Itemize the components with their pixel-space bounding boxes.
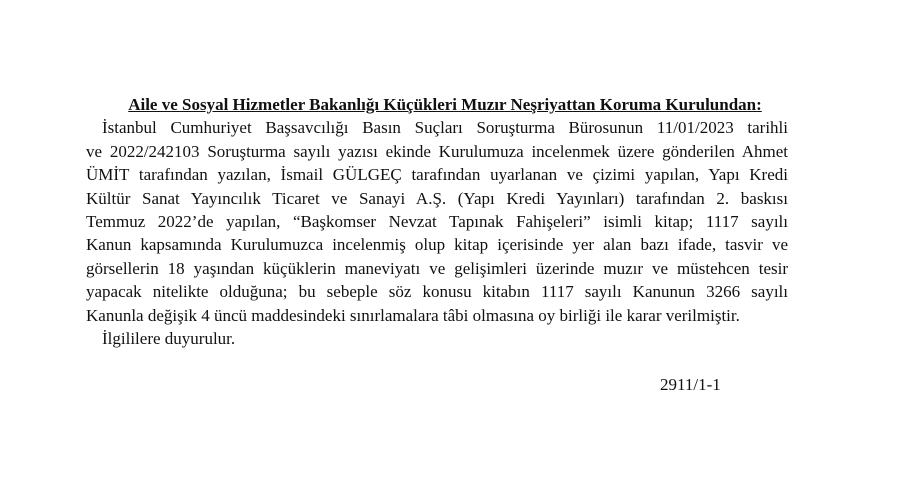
paragraph-line-1: İstanbul Cumhuriyet Başsavcılığı Basın Suçları Soruşturma Bürosunun 11/01/2023 tarihli — [102, 118, 788, 138]
paragraph-line-4: Kültür Sanat Yayıncılık Ticaret ve Sanayi A.Ş. (Yapı Kredi Yayınları) tarafından 2. baskısı — [86, 188, 788, 208]
paragraph-line-6: Kanun kapsamında Kurulumuzca incelenmiş olup kitap içerisinde yer alan bazı ifade, tasvir ve — [86, 235, 788, 255]
document-body — [86, 93, 788, 350]
paragraph-line-9: Kanunla değişik 4 üncü maddesindeki sınırlamalara tâbi olmasına oy birliği ile karar verilmiştir. — [86, 305, 740, 325]
paragraph-line-2: ve 2022/242103 Soruşturma sayılı yazısı ekinde Kurulumuza incelenmek üzere gönderilen Ahmet — [86, 141, 788, 161]
announcement-text: İlgililere duyurulur. — [102, 329, 236, 349]
paragraph-line-7: görsellerin 18 yaşından küçüklerin maneviyatı ve gelişimleri üzerinde muzır ve müstehcen tesir — [86, 258, 788, 278]
paragraph-line-8: yapacak nitelikte olduğuna; bu sebeple söz konusu kitabın 1117 sayılı Kanunun 3266 sayılı — [86, 282, 788, 302]
paragraph-line-3: ÜMİT tarafından yazılan, İsmail GÜLGEÇ tarafından uyarlanan ve çizimi yapılan, Yapı Kredi — [86, 165, 788, 185]
paragraph-line-5: Temmuz 2022’de yapılan, “Başkomser Nevzat Tapınak Fahişeleri” isimli kitap; 1117 sayılı — [86, 212, 788, 232]
decision-paragraph — [86, 116, 788, 327]
reference-number: 2911/1-1 — [660, 375, 721, 394]
document-heading: Aile ve Sosyal Hizmetler Bakanlığı Küçükleri Muzır Neşriyattan Koruma Kurulundan: — [128, 95, 762, 114]
